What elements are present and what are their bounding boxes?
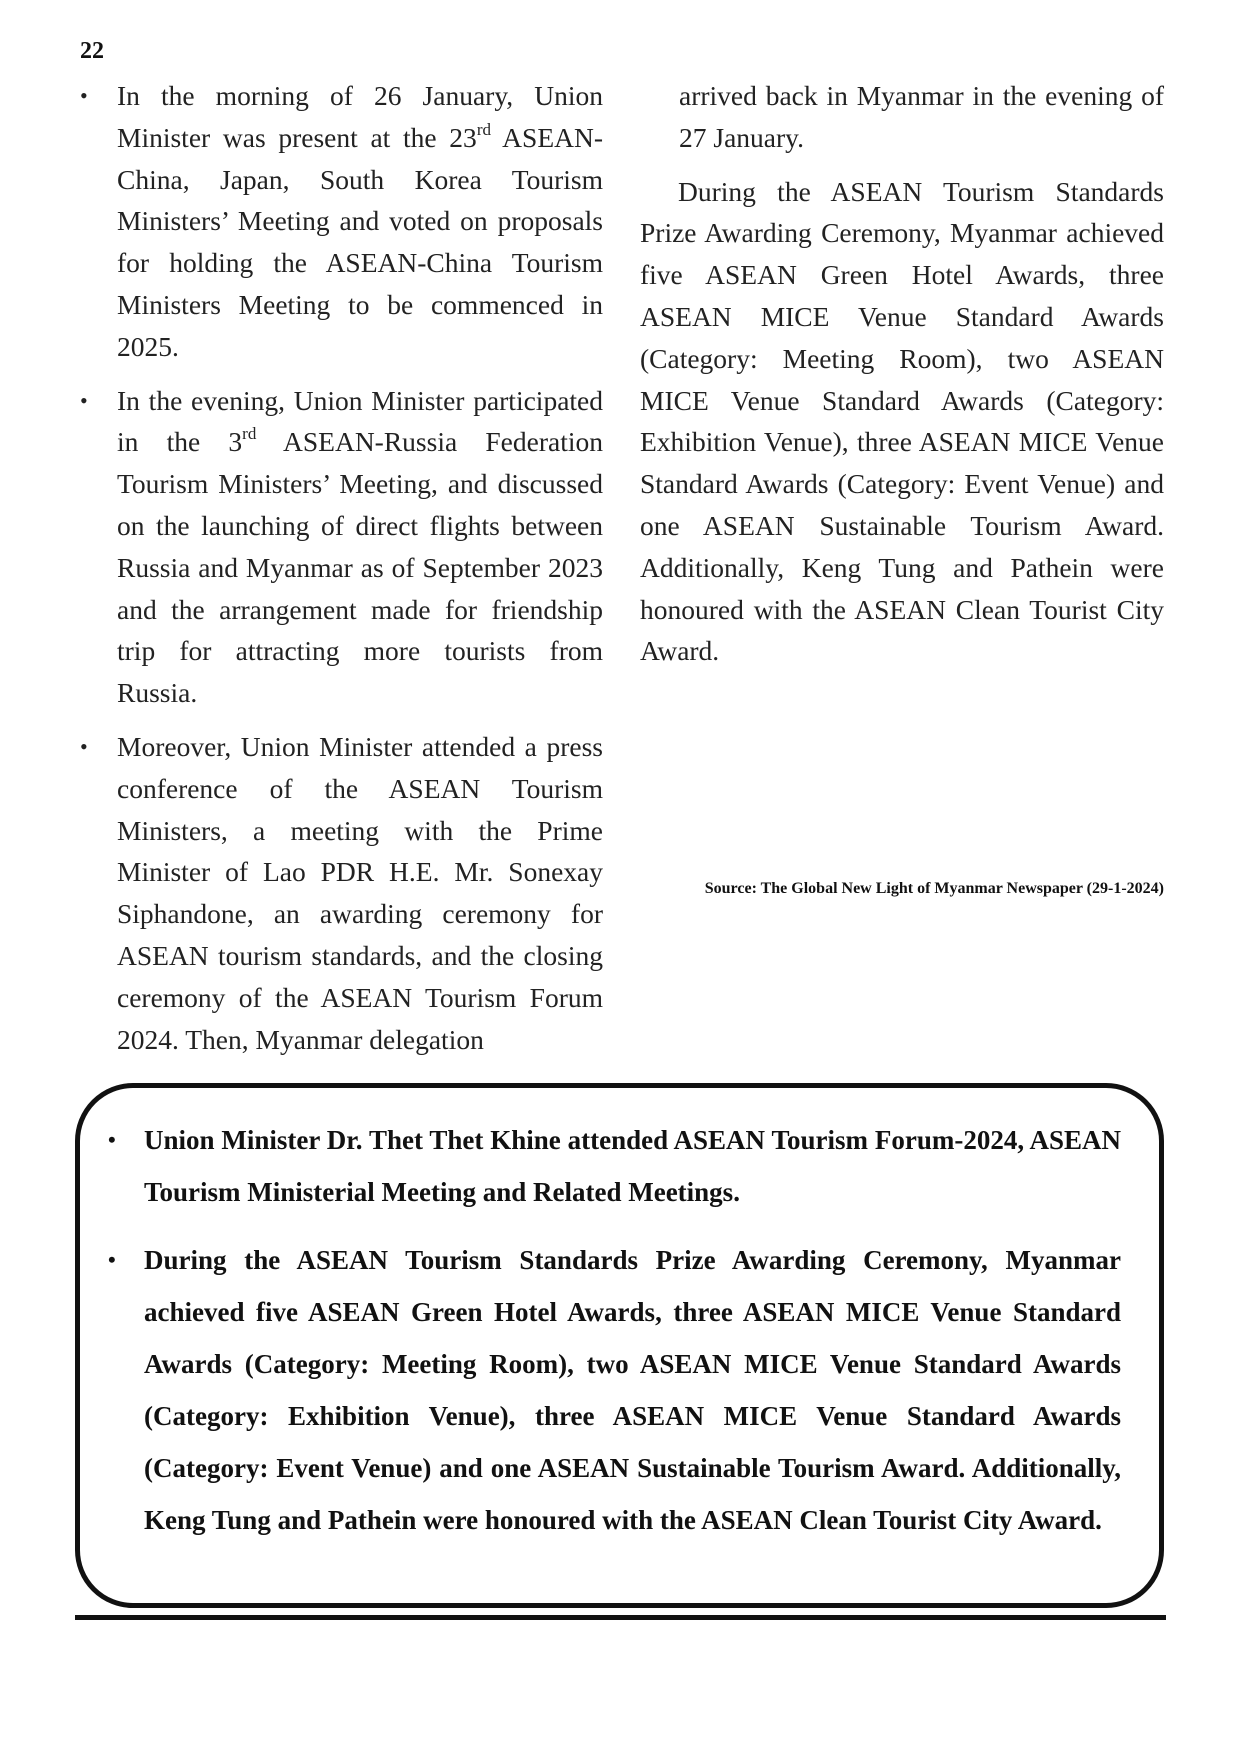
ordinal-suffix: rd bbox=[242, 424, 257, 444]
bullet-icon: • bbox=[108, 1127, 116, 1152]
body-paragraph: During the ASEAN Tourism Standards Prize Awarding Ceremony, Myanmar achieved five ASEAN Green Hotel Awards, three ASEAN MICE Venue Standard Awards (Category: Meeting Room), two ASEAN MICE Venue Standard Awards (Category: Exhibition Venue), three ASEAN MICE Venue Standard Awards (Category: Event Venue) and one ASEAN Sustainable Tourism Award. Additionally, Keng Tung and Pathein were honoured with the ASEAN Clean Tourist City Award. bbox=[640, 175, 1164, 667]
bullet-icon: • bbox=[80, 387, 88, 413]
bottom-divider bbox=[75, 1615, 1166, 1620]
summary-box bbox=[75, 1083, 1164, 1608]
left-column bbox=[78, 75, 603, 1072]
list-item bbox=[78, 380, 603, 714]
bullet-text-before: In the morning of 26 January, Union Minister was present at the 23 bbox=[117, 80, 603, 153]
summary-item-text: Union Minister Dr. Thet Thet Khine attended ASEAN Tourism Forum-2024, ASEAN Tourism Ministerial Meeting and Related Meetings. bbox=[144, 1125, 1121, 1207]
bullet-text-before: In the evening, Union Minister participated in the 3 bbox=[117, 384, 603, 458]
list-item bbox=[78, 75, 603, 368]
source-citation: Source: The Global New Light of Myanmar Newspaper (29-1-2024) bbox=[704, 880, 1164, 897]
left-bullet-list bbox=[78, 75, 603, 1060]
summary-item-text: During the ASEAN Tourism Standards Prize Awarding Ceremony, Myanmar achieved five ASEAN Green Hotel Awards, three ASEAN MICE Venue Standard Awards (Category: Meeting Room), two ASEAN MICE Venue Standard Awards (Category: Exhibition Venue), three ASEAN MICE Venue Standard Awards (Category: Event Venue) and one ASEAN Sustainable Tourism Award. Additionally, Keng Tung and Pathein were honoured with the ASEAN Clean Tourist City Award. bbox=[144, 1245, 1121, 1535]
summary-item bbox=[106, 1234, 1121, 1546]
list-item bbox=[78, 726, 603, 1060]
summary-list bbox=[106, 1114, 1121, 1562]
bullet-text-before: Moreover, Union Minister attended a press conference of the ASEAN Tourism Ministers, a meeting with the Prime Minister of Lao PDR H.E. Mr. Sonexay Siphandone, an awarding ceremony for ASEAN tourism standards, and the closing ceremony of the ASEAN Tourism Forum 2024. Then, Myanmar delegation bbox=[117, 730, 603, 1055]
bullet-text-after: ASEAN-Russia Federation Tourism Ministers’ Meeting, and discussed on the launching of direct flights between Russia and Myanmar as of September 2023 and the arrangement made for friendship trip for attracting more tourists from Russia. bbox=[117, 426, 603, 709]
bullet-icon: • bbox=[80, 83, 88, 108]
ordinal-suffix: rd bbox=[476, 119, 491, 139]
bullet-icon: • bbox=[108, 1247, 116, 1272]
right-column bbox=[640, 75, 1164, 672]
summary-item bbox=[106, 1114, 1121, 1218]
page-number: 22 bbox=[80, 38, 104, 64]
bullet-icon: • bbox=[80, 733, 88, 759]
continued-bullet-text: arrived back in Myanmar in the evening of 27 January. bbox=[679, 80, 1164, 153]
bullet-text-after: ASEAN-China, Japan, South Korea Tourism Ministers’ Meeting and voted on proposals for holding the ASEAN-China Tourism Ministers Meeting to be commenced in 2025. bbox=[117, 121, 603, 362]
